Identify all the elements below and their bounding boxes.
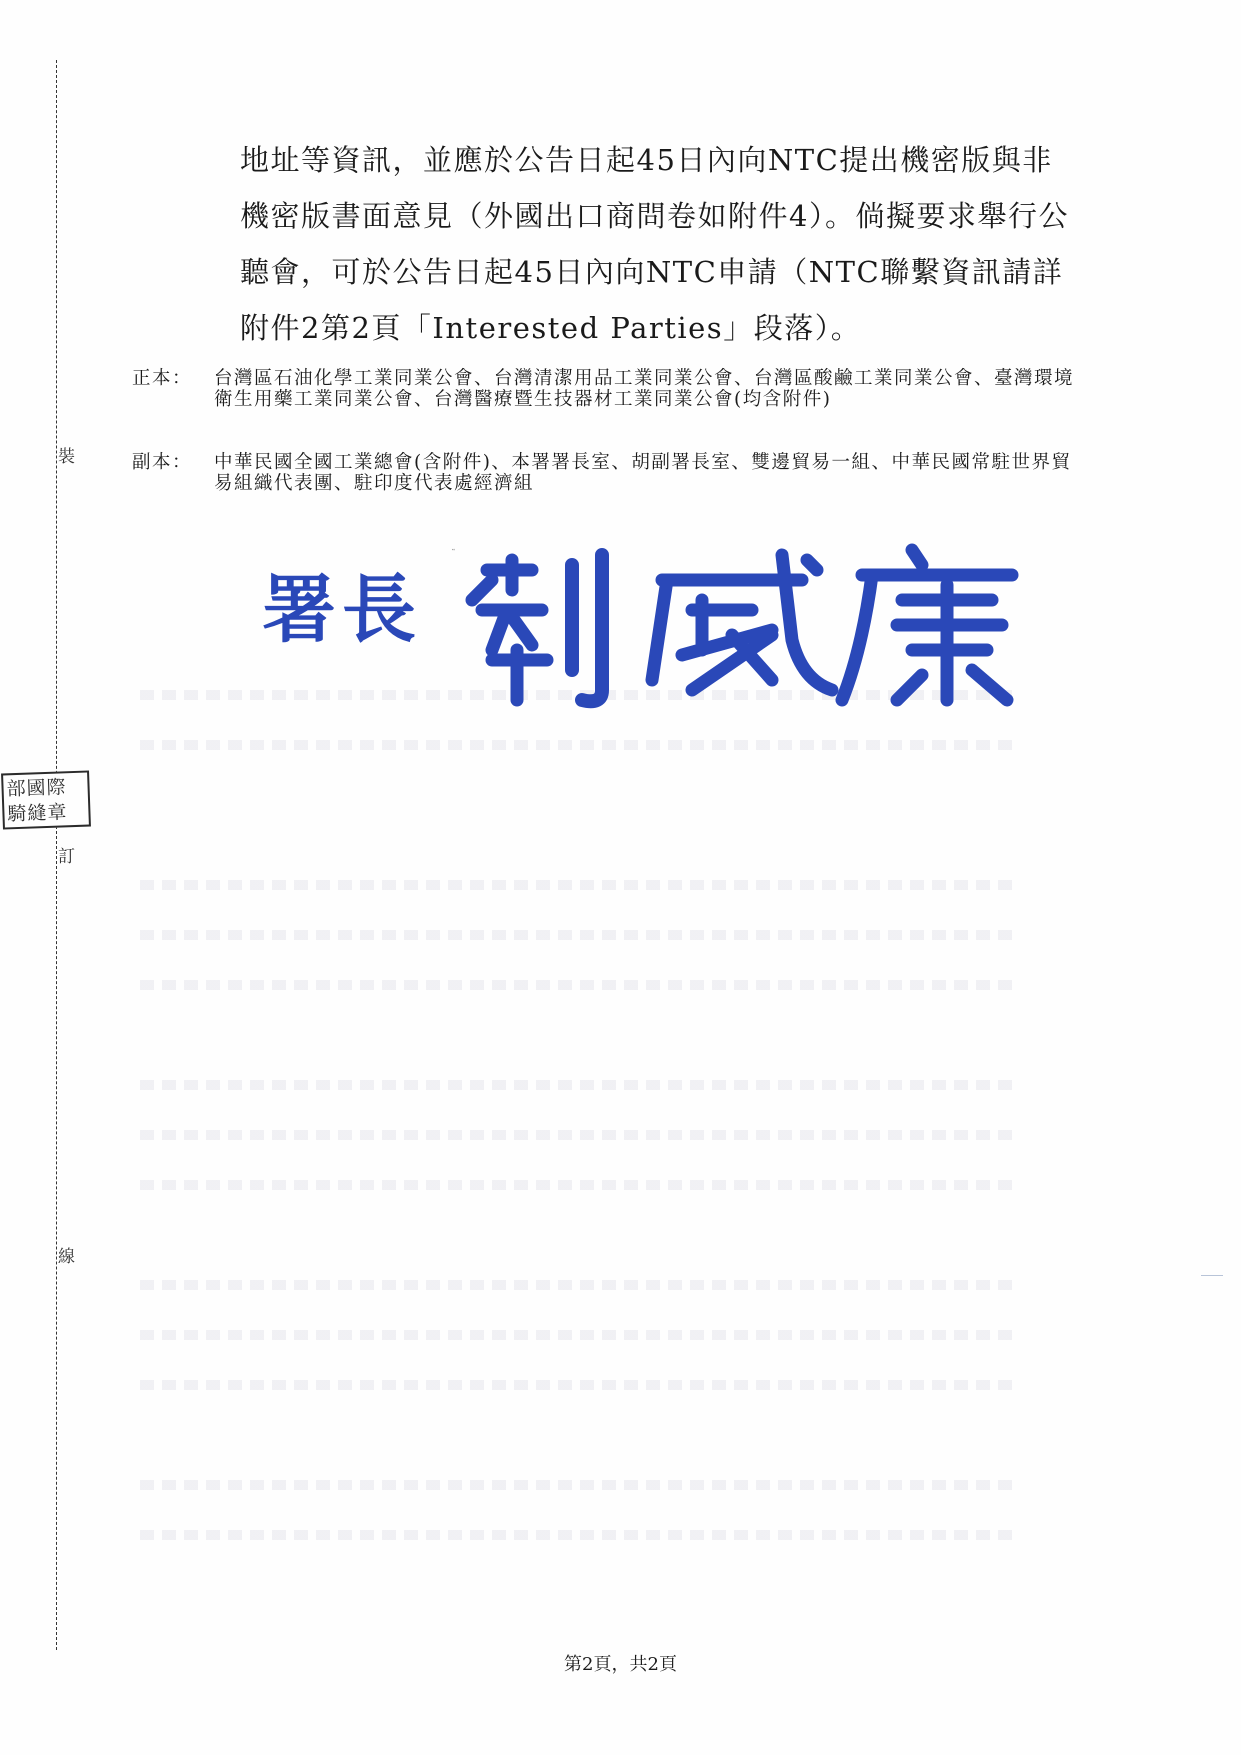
signature-name-text: [452, 548, 455, 551]
bleed-through: [140, 1480, 1020, 1490]
binding-dashed-line: [56, 60, 57, 1650]
original-label: 正本：: [132, 368, 193, 389]
signature-title: 署長: [262, 567, 422, 653]
bleed-through: [140, 1380, 1020, 1390]
binding-char-ding: 訂: [58, 840, 75, 869]
seam-stamp-line-2: 騎縫章: [7, 801, 68, 826]
binding-char-xian: 線: [58, 1240, 75, 1269]
edge-mark: [1201, 1275, 1223, 1276]
bleed-through: [140, 980, 1020, 990]
copy-recipients: 中華民國全國工業總會(含附件)、本署署長室、胡副署長室、雙邊貿易一組、中華民國常駐世界貿易組織代表團、駐印度代表處經濟組: [214, 452, 1072, 494]
bleed-through: [140, 1530, 1020, 1540]
bleed-through: [140, 930, 1020, 940]
bleed-through: [140, 1080, 1020, 1090]
bleed-through: [140, 740, 1020, 750]
copy-label: 副本：: [132, 452, 193, 473]
distribution-copy: [132, 452, 1082, 494]
bleed-through: [140, 1180, 1020, 1190]
signature-name-brush: [452, 540, 1032, 710]
original-recipients: 台灣區石油化學工業同業公會、台灣清潔用品工業同業公會、台灣區酸鹼工業同業公會、臺灣環境衛生用藥工業同業公會、台灣醫療暨生技器材工業同業公會(均含附件): [214, 368, 1075, 410]
bleed-through: [140, 1330, 1020, 1340]
seam-stamp: [1, 770, 91, 829]
bleed-through: [140, 1280, 1020, 1290]
seam-stamp-line-1: 部國際: [6, 776, 67, 801]
binding-char-zhuang: 裝: [58, 440, 75, 469]
page-footer: 第2頁，共2頁: [564, 1654, 677, 1675]
distribution-original: [132, 368, 1082, 410]
bleed-through: [140, 1130, 1020, 1140]
bleed-through: [140, 880, 1020, 890]
body-paragraph: 地址等資訊，並應於公告日起45日內向NTC提出機密版與非機密版書面意見（外國出口商問卷如附件4）。倘擬要求舉行公聽會，可於公告日起45日內向NTC申請（NTC聯繫資訊請詳附件2第2頁「Interested Parties」段落）。: [240, 143, 1069, 345]
